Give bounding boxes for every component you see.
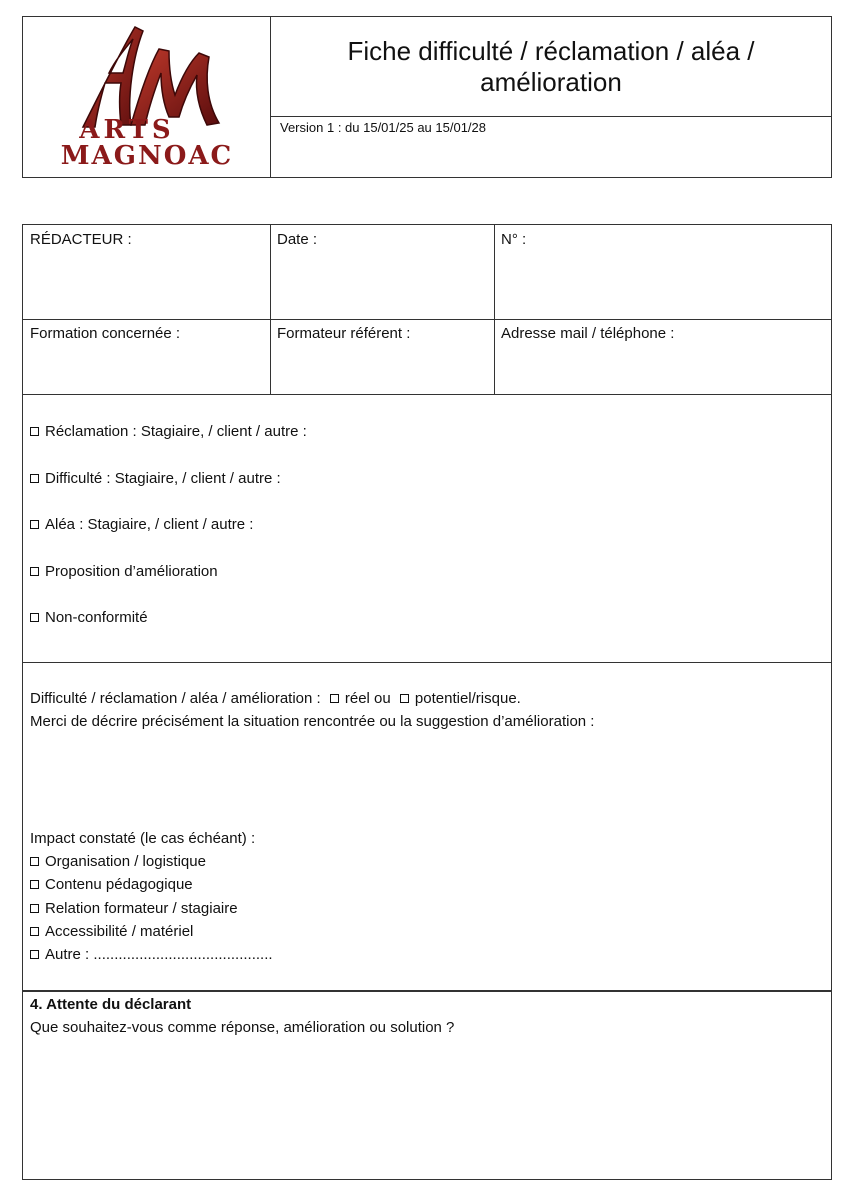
numero-label: N° :	[501, 231, 527, 248]
checkbox-potentiel[interactable]	[400, 694, 409, 703]
version-label: Version 1 : du 15/01/25 au 15/01/28	[280, 120, 487, 135]
checkbox[interactable]	[30, 474, 39, 483]
type-option-label: Non-conformité	[45, 609, 148, 626]
page-title: Fiche difficulté / réclamation / aléa / amélioration	[347, 35, 755, 97]
checkbox[interactable]	[30, 567, 39, 576]
impact-option-label: Contenu pédagogique	[45, 876, 193, 893]
logo-arts-text: ARTS	[79, 115, 175, 145]
divider	[270, 225, 271, 394]
option-potentiel-label: potentiel/risque.	[414, 690, 521, 707]
attente-question[interactable]: Que souhaitez-vous comme réponse, amélioration ou solution ?	[30, 1019, 455, 1036]
impact-option-organisation[interactable]	[30, 853, 206, 870]
impact-option-label: Autre : ...........................................	[45, 946, 273, 963]
date-label: Date :	[277, 231, 318, 248]
formation-field[interactable]	[23, 319, 270, 394]
impact-option-accessibilite[interactable]	[30, 923, 193, 940]
logo	[23, 17, 271, 177]
formateur-field[interactable]	[270, 319, 494, 394]
type-option-label: Aléa : Stagiaire, / client / autre :	[45, 516, 254, 533]
contact-label: Adresse mail / téléphone :	[501, 325, 675, 342]
divider	[23, 394, 831, 395]
impact-option-label: Relation formateur / stagiaire	[45, 900, 238, 917]
checkbox[interactable]	[30, 520, 39, 529]
checkbox[interactable]	[30, 613, 39, 622]
type-option-amelioration[interactable]	[30, 563, 218, 580]
option-reel-label: réel ou	[344, 690, 391, 707]
redacteur-label: RÉDACTEUR :	[30, 231, 132, 248]
impact-option-contenu[interactable]	[30, 876, 193, 893]
checkbox-reel[interactable]	[330, 694, 339, 703]
complaint-form	[22, 224, 832, 1180]
redacteur-field[interactable]	[23, 225, 270, 319]
type-option-label: Difficulté : Stagiaire, / client / autre :	[45, 470, 281, 487]
title-cell	[271, 17, 831, 117]
date-field[interactable]	[270, 225, 494, 319]
contact-field[interactable]	[494, 319, 831, 394]
formateur-label: Formateur référent :	[277, 325, 411, 342]
attente-heading: 4. Attente du déclarant	[30, 996, 192, 1013]
formation-label: Formation concernée :	[30, 325, 181, 342]
divider	[494, 225, 495, 394]
document-header	[22, 16, 832, 178]
numero-field[interactable]	[494, 225, 831, 319]
type-option-difficulte[interactable]	[30, 470, 281, 487]
type-option-alea[interactable]	[30, 516, 253, 533]
description-instructions: Merci de décrire précisément la situation rencontrée ou la suggestion d’amélioration :	[30, 713, 595, 730]
description-nature-line	[30, 690, 521, 707]
impact-option-label: Organisation / logistique	[45, 853, 206, 870]
checkbox[interactable]	[30, 950, 39, 959]
impact-heading: Impact constaté (le cas échéant) :	[30, 830, 256, 847]
impact-option-label: Accessibilité / matériel	[45, 923, 194, 940]
description-nature-label: Difficulté / réclamation / aléa / amélioration :	[30, 690, 321, 707]
type-option-label: Proposition d’amélioration	[45, 563, 218, 580]
type-option-reclamation[interactable]	[30, 423, 307, 440]
impact-option-autre[interactable]	[30, 946, 273, 963]
type-option-non-conformite[interactable]	[30, 609, 148, 626]
checkbox[interactable]	[30, 880, 39, 889]
divider	[23, 662, 831, 663]
impact-option-relation[interactable]	[30, 900, 238, 917]
type-option-label: Réclamation : Stagiaire, / client / autre :	[45, 423, 307, 440]
divider	[23, 990, 831, 992]
checkbox[interactable]	[30, 427, 39, 436]
checkbox[interactable]	[30, 857, 39, 866]
logo-magnoac-text: MAGNOAC	[60, 141, 234, 171]
checkbox[interactable]	[30, 904, 39, 913]
checkbox[interactable]	[30, 927, 39, 936]
